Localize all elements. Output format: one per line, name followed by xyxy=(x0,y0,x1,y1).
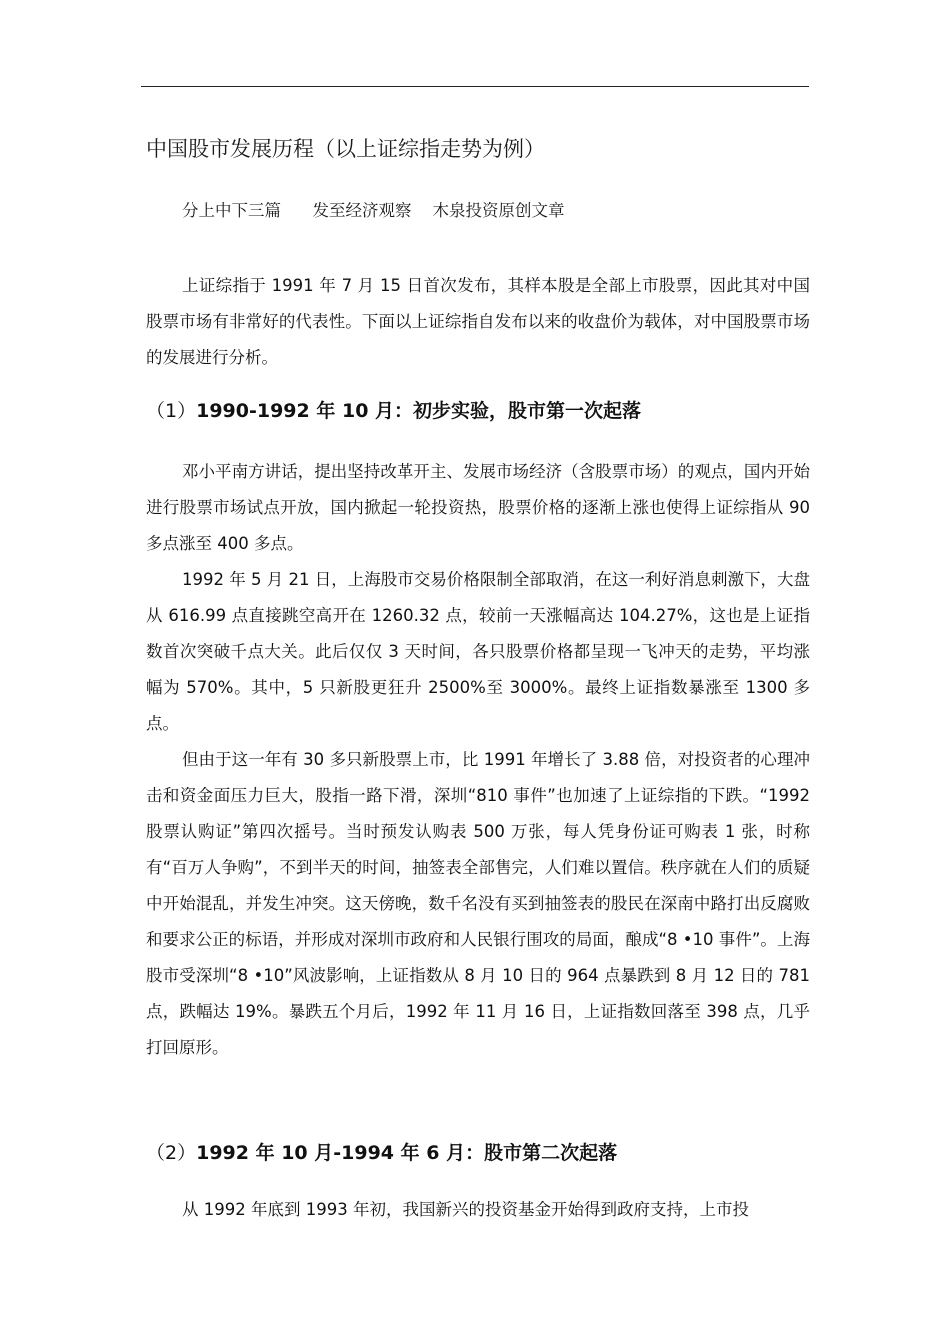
section-1-paragraph-3: 但由于这一年有 30 多只新股票上市，比 1991 年增长了 3.88 倍，对投资者的心理冲击和资金面压力巨大，股指一路下滑，深圳“810 事件”也加速了上证综指的下跌。“1992 股票认购证”第四次摇号。当时预发认购表 500 万张，每人凭身份证可购表 1 张，时称有“百万人争购”，不到半天的时间，抽签表全部售完，人们难以置信。秩序就在人们的质疑中开始混乱，并发生冲突。这天傍晚，数千名没有买到抽签表的股民在深南中路打出反腐败和要求公正的标语，并形成对深圳市政府和人民银行围攻的局面，酿成“8 •10 事件”。上海股市受深圳“8 •10”风波影响，上证指数从 8 月 10 日的 964 点暴跌到 8 月 12 日的 781 点，跌幅达 19%。暴跌五个月后，1992 年 11 月 16 日，上证指数回落至 398 点，几乎打回原形。 xyxy=(146,750,810,1057)
byline: 分上中下三篇 发至经济观察 木泉投资原创文章 xyxy=(182,201,565,220)
section-2-heading xyxy=(146,1138,810,1168)
intro-paragraph: 上证综指于 1991 年 7 月 15 日首次发布，其样本股是全部上市股票，因此其对中国股票市场有非常好的代表性。下面以上证综指自发布以来的收盘价为载体，对中国股票市场的发展进行分析。 xyxy=(146,276,810,367)
section-2-heading-prefix: （2） xyxy=(146,1142,197,1164)
section-1-heading-text: 1990-1992 年 10 月：初步实验，股市第一次起落 xyxy=(196,400,642,422)
header-rule xyxy=(141,86,809,87)
section-1-heading-prefix: （1） xyxy=(146,400,197,422)
section-1-paragraph-1: 邓小平南方讲话，提出坚持改革开主、发展市场经济（含股票市场）的观点，国内开始进行股票市场试点开放，国内掀起一轮投资热，股票价格的逐渐上涨也使得上证综指从 90 多点涨至 400 多点。 xyxy=(146,462,810,553)
intro-section xyxy=(146,268,810,376)
section-1-paragraph-2: 1992 年 5 月 21 日，上海股市交易价格限制全部取消，在这一利好消息刺激下，大盘从 616.99 点直接跳空高开在 1260.32 点，较前一天涨幅高达 104.27%，这也是上证指数首次突破千点大关。此后仅仅 3 天时间，各只股票价格都呈现一飞冲天的走势，平均涨幅为 570%。其中，5 只新股更狂升 2500%至 3000%。最终上证指数暴涨至 1300 多点。 xyxy=(146,570,810,733)
document-title: 中国股市发展历程（以上证综指走势为例） xyxy=(146,137,545,161)
section-1-heading xyxy=(146,396,810,426)
section-2-body xyxy=(146,1192,810,1228)
section-1-body xyxy=(146,454,810,1066)
section-2-heading-text: 1992 年 10 月-1994 年 6 月：股市第二次起落 xyxy=(196,1142,618,1164)
section-2-paragraph-1: 从 1992 年底到 1993 年初，我国新兴的投资基金开始得到政府支持，上市投 xyxy=(182,1200,749,1219)
